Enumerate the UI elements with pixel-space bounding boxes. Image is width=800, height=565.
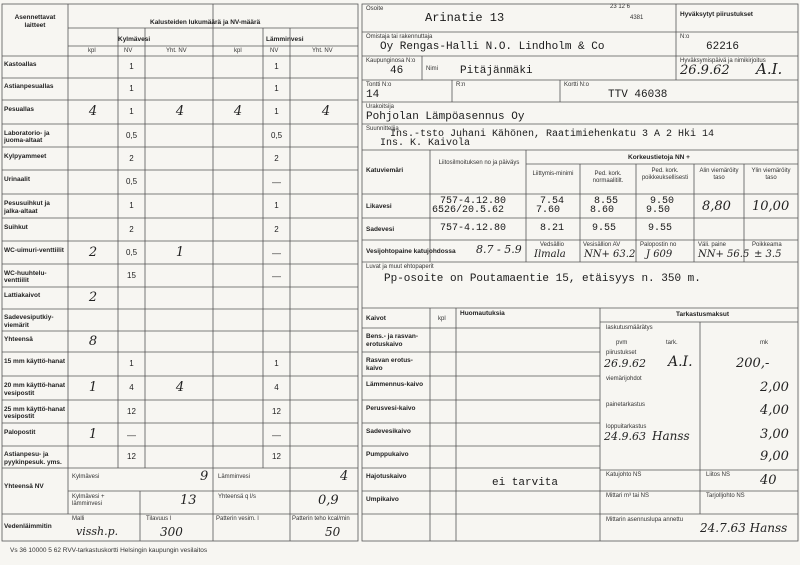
pressure-label: Vesijohtopaine katujohdossa bbox=[366, 248, 456, 255]
totals-hot-label: Lämminvesi bbox=[218, 474, 251, 480]
well-type: Perusvesi-kaivo bbox=[366, 405, 416, 412]
billing-label: laskutusmäärätys bbox=[606, 325, 653, 331]
cold-pcs: 8 bbox=[88, 333, 98, 349]
hot-water-header: Lämminvesi bbox=[266, 36, 304, 43]
totals-cold-label: Kylmävesi bbox=[72, 474, 100, 480]
cold-pcs: 1 bbox=[88, 380, 98, 395]
fixture-name: Pesusuihkut ja jalka-altaat bbox=[4, 200, 50, 215]
hot-pcs: 4 bbox=[233, 104, 243, 119]
fixture-name: Palopostit bbox=[4, 428, 36, 436]
totals-coldhot-value: 13 bbox=[180, 493, 197, 508]
connection-ns-value: 40 bbox=[760, 473, 777, 488]
likavesi-conn2: 6526/20.5.62 bbox=[432, 205, 505, 216]
notes-header: Huomautuksia bbox=[460, 310, 505, 317]
drawings-label: piirustukset bbox=[606, 350, 637, 356]
likavesi-liitt1: 7.54 bbox=[540, 196, 565, 207]
fixture-name: Suihkut bbox=[4, 223, 28, 231]
fixture-name: Urinaalit bbox=[4, 176, 31, 183]
hot-nv: 12 bbox=[272, 406, 281, 416]
totals-hot-value: 4 bbox=[340, 469, 349, 484]
sadevesi-peck: 9.55 bbox=[648, 223, 673, 234]
cold-nv: 0,5 bbox=[125, 177, 138, 186]
fixture-name: 25 mm käyttö-hanat vesipostit bbox=[4, 405, 66, 421]
card-no-value: TTV 46038 bbox=[608, 89, 668, 101]
fixtures-header: Asennettavat laitteet bbox=[14, 14, 56, 29]
lv-nv-header: NV bbox=[270, 48, 279, 54]
permits-label: Luvat ja muut ehtopaperit bbox=[366, 264, 434, 270]
connection-header: Liitosilmoituksen no ja päiväys bbox=[438, 160, 520, 166]
heater-model-value: vissh.p. bbox=[76, 525, 119, 538]
cold-nv: 0,5 bbox=[125, 247, 138, 257]
well-type: Lämmennus-kaivo bbox=[366, 381, 424, 388]
owner-label: Omistaja tai rakennuttaja bbox=[366, 34, 433, 40]
fixture-name: Astianpesu- ja pyykinpesuk. yms. bbox=[4, 451, 62, 466]
ped2-header: Ped. kork. poikkeuksellisesti bbox=[641, 168, 689, 182]
approved-label: Hyväksytyt piirustukset bbox=[680, 11, 753, 18]
reservoir-label: Vedsällio bbox=[540, 242, 565, 248]
cold-pcs: 2 bbox=[88, 244, 98, 260]
contractor-label: Urakoitsija bbox=[366, 104, 395, 110]
sewer-lines-label: viemärijohdot bbox=[606, 376, 642, 382]
likavesi-liitt2: 7.60 bbox=[536, 205, 561, 216]
totals-cold-value: 9 bbox=[200, 469, 209, 484]
fixture-name: Pesuallas bbox=[4, 106, 34, 113]
hot-nv: 0,5 bbox=[270, 130, 283, 140]
reservoir-value: Ilmala bbox=[534, 249, 566, 260]
hot-nv: — bbox=[272, 429, 281, 440]
cold-nv: 1 bbox=[129, 107, 134, 116]
hot-nv: 12 bbox=[272, 452, 281, 461]
totals-label: Yhteensä NV bbox=[4, 483, 44, 490]
final-inspection-label: loppuitarkastus bbox=[606, 424, 647, 430]
street-line-label: Katujohto NS bbox=[606, 472, 642, 478]
district-value: 46 bbox=[390, 65, 404, 77]
contractor-value: Pohjolan Lämpöasennus Oy bbox=[366, 111, 525, 123]
kv-pcs-header: kpl bbox=[88, 48, 96, 54]
ped-header: Ped. kork. normaalitilt. bbox=[592, 171, 624, 185]
address-label: Osoite bbox=[366, 6, 384, 12]
plot-value: 14 bbox=[366, 89, 380, 101]
cold-nv: 15 bbox=[127, 270, 136, 280]
fixture-name: Laboratorio- ja juoma-altaat bbox=[4, 129, 50, 145]
fixture-name: 20 mm käyttö-hanat vesipostit bbox=[4, 382, 66, 397]
final-inspection-date: 24.9.63 bbox=[604, 430, 646, 443]
fixture-name: WC-huuhtelu-venttiilit bbox=[4, 269, 47, 285]
likavesi-ped1: 8.55 bbox=[594, 196, 619, 207]
cold-total: 1 bbox=[175, 244, 185, 260]
well-type: Hajotuskaivo bbox=[366, 473, 407, 480]
cold-nv: 2 bbox=[129, 153, 134, 163]
cold-total: 4 bbox=[175, 380, 185, 395]
well-type: Sadevesikaivo bbox=[366, 428, 411, 435]
wells-pcs-header: kpl bbox=[438, 316, 446, 322]
cold-nv: 4 bbox=[129, 383, 134, 392]
likavesi-label: Likavesi bbox=[366, 203, 392, 210]
inspector-label: tark. bbox=[666, 340, 678, 346]
final-inspection-signature: Hanss bbox=[652, 429, 690, 443]
likavesi-ylin: 10,00 bbox=[752, 199, 790, 214]
heater-volume-value: 300 bbox=[160, 525, 183, 539]
approval-date: 26.9.62 bbox=[680, 63, 730, 78]
rno-label: R:n bbox=[456, 82, 466, 88]
name-label: Nimi bbox=[426, 66, 438, 72]
ylin-header: Ylin viemäröity taso bbox=[751, 168, 791, 182]
fixture-name: Kastoallas bbox=[4, 61, 37, 68]
fixture-name: Astianpesuallas bbox=[4, 83, 54, 90]
fixture-name: Lattiakaivot bbox=[4, 292, 41, 299]
hot-nv: — bbox=[272, 177, 281, 187]
cold-pcs: 2 bbox=[88, 290, 98, 305]
address-value: Arinatie 13 bbox=[425, 11, 505, 25]
cold-water-header: Kylmävesi bbox=[118, 36, 151, 43]
reservoir-av-label: Vesisällion AV bbox=[583, 242, 621, 248]
reservoir-av-value: NN+ 63.2 bbox=[584, 249, 636, 260]
heater-power-value: 50 bbox=[325, 525, 341, 539]
fees-total: 9,00 bbox=[760, 449, 789, 464]
well-type: Umpikaivo bbox=[366, 496, 399, 503]
owner-value: Oy Rengas-Halli N.O. Lindholm & Co bbox=[380, 41, 605, 53]
cold-nv: 1 bbox=[129, 84, 134, 93]
approval-signature: A.I. bbox=[756, 60, 783, 78]
supply-line-label: Tarjolljohto NS bbox=[706, 493, 745, 499]
cold-nv: 1 bbox=[129, 62, 134, 71]
footer-text: Vs 36 10000 5 62 RVV-tarkastuskortti Helsingin kaupungin vesilaitos bbox=[10, 547, 208, 554]
fixture-name: Yhteensä bbox=[4, 335, 33, 343]
stamp-number: 4381 bbox=[630, 15, 644, 21]
heater-power-label: Patterin teho kcal/min bbox=[292, 516, 350, 522]
mid-pressure-value: NN+ 56.5 bbox=[698, 249, 750, 260]
card-no-label: Kortti N:o bbox=[564, 82, 590, 88]
no-value: 62216 bbox=[706, 41, 740, 53]
cold-nv: 12 bbox=[127, 452, 136, 461]
fixture-name: 15 mm käyttö-hanat bbox=[4, 358, 66, 365]
drawings-fee: 200,- bbox=[736, 356, 770, 371]
hot-nv: — bbox=[272, 247, 281, 258]
totals-coldhot-label: Kylmävesi + lämminvesi bbox=[72, 494, 105, 508]
hot-nv: — bbox=[272, 270, 281, 281]
final-inspection-fee: 3,00 bbox=[760, 427, 789, 442]
sadevesi-ped: 9.55 bbox=[592, 223, 617, 234]
sewer-header: Katuviemäri bbox=[366, 167, 404, 174]
likavesi-alin: 8,80 bbox=[702, 199, 731, 214]
cold-pcs: 1 bbox=[88, 426, 98, 442]
likavesi-ped2: 8.60 bbox=[590, 205, 615, 216]
heater-volume-label: Tilavuus l bbox=[146, 516, 172, 522]
cold-pcs: 4 bbox=[88, 104, 98, 119]
notes-value: ei tarvita bbox=[492, 477, 559, 489]
mid-pressure-label: Väli. paine bbox=[698, 242, 727, 248]
kv-total-header: Yht. NV bbox=[166, 48, 187, 54]
fees-header: Tarkastusmaksut bbox=[676, 311, 729, 318]
hot-nv: 2 bbox=[274, 153, 279, 163]
heater-model-label: Malli bbox=[72, 516, 85, 522]
cold-nv: 12 bbox=[127, 406, 136, 416]
hot-nv: 1 bbox=[274, 201, 279, 210]
likavesi-peck1: 9.50 bbox=[650, 196, 675, 207]
lv-total-header: Yht. NV bbox=[312, 48, 333, 54]
levels-header: Korkeustietoja NN + bbox=[628, 154, 690, 161]
hot-nv: 1 bbox=[274, 62, 279, 71]
designer-value: Ins.-tsto Juhani Kähönen, Raatimiehenkatu 3 A 2 Hki 14 bbox=[390, 129, 715, 140]
plot-label: Tontti N:o bbox=[366, 82, 392, 88]
cold-nv: 2 bbox=[129, 224, 134, 234]
hot-nv: 1 bbox=[274, 359, 279, 368]
connection-ns-label: Liitos NS bbox=[706, 472, 731, 478]
stamp-top: 23 12 6 bbox=[610, 4, 631, 10]
well-type: Bens.- ja rasvan-erotuskaivo bbox=[366, 333, 419, 348]
meter-label: Mittari m³ tai NS bbox=[606, 493, 650, 499]
fixture-name: WC-uimuri-venttiilit bbox=[4, 246, 64, 254]
likavesi-conn1: 757-4.12.80 bbox=[440, 196, 507, 207]
mk-label: mk bbox=[760, 340, 768, 346]
designer-label: Suunnittelija bbox=[366, 126, 399, 132]
pressure-test-label: painetarkastus bbox=[606, 402, 646, 408]
counts-header: Kalusteiden lukumäärä ja NV-määrä bbox=[150, 19, 261, 26]
sadevesi-liitt: 8.21 bbox=[540, 223, 565, 234]
cold-nv: — bbox=[127, 429, 136, 440]
pressure-value: 8.7 - 5.9 bbox=[476, 243, 522, 256]
well-type: Pumppukaivo bbox=[366, 451, 409, 458]
deviation-value: ± 3.5 bbox=[754, 249, 782, 260]
permits-value: Pp-osoite on Poutamaentie 15, etäisyys n. 350 m. bbox=[384, 273, 701, 285]
totals-q-label: Yhteensä q l/s bbox=[218, 494, 257, 500]
sadevesi-conn: 757-4.12.80 bbox=[440, 223, 507, 234]
lv-pcs-header: kpl bbox=[234, 48, 242, 54]
heater-coil-label: Patterin vesim. l bbox=[216, 516, 259, 522]
meter-permit-label: Mittarin asennuslupa annettu bbox=[606, 517, 684, 523]
hydrant-value: J 609 bbox=[646, 249, 673, 260]
hot-nv: 1 bbox=[274, 107, 279, 116]
cold-nv: 1 bbox=[129, 359, 134, 368]
designer-extra: Ins. K. Kaivola bbox=[380, 138, 471, 149]
drawings-date: 26.9.62 bbox=[604, 357, 646, 370]
fixture-name: Sadevesiputkiy-viemärit bbox=[4, 314, 54, 329]
hydrant-label: Palopostin no bbox=[640, 242, 677, 248]
hot-total: 4 bbox=[321, 104, 331, 119]
district-label: Kaupunginosa N:o bbox=[366, 58, 416, 64]
well-type: Rasvan erotus-kaivo bbox=[366, 357, 413, 372]
wells-header: Kaivot bbox=[366, 315, 386, 322]
liittymis-header: Liittymis-minimi bbox=[532, 171, 574, 177]
cold-nv: 1 bbox=[129, 201, 134, 210]
hot-nv: 2 bbox=[274, 224, 279, 234]
heater-label: Vedenläimmitin bbox=[4, 523, 52, 530]
date-label: pvm bbox=[616, 340, 628, 346]
pressure-test-fee: 4,00 bbox=[760, 403, 789, 418]
drawings-signature: A.I. bbox=[668, 354, 693, 370]
deviation-label: Poikkeama bbox=[752, 242, 782, 248]
totals-q-value: 0,9 bbox=[318, 493, 339, 508]
name-value: Pitäjänmäki bbox=[460, 65, 533, 77]
meter-permit-value: 24.7.63 Hanss bbox=[700, 521, 788, 535]
sadevesi-label: Sadevesi bbox=[366, 226, 395, 233]
alin-header: Alin viemäröity taso bbox=[699, 168, 739, 182]
fixture-name: Kylpyammeet bbox=[4, 152, 47, 160]
likavesi-peck2: 9.50 bbox=[646, 205, 671, 216]
hot-nv: 1 bbox=[274, 84, 279, 93]
sewer-lines-fee: 2,00 bbox=[760, 380, 789, 395]
approval-date-label: Hyväksymispäivä ja nimikirjoitus bbox=[680, 58, 766, 64]
cold-nv: 0,5 bbox=[125, 130, 138, 140]
kv-nv-header: NV bbox=[124, 48, 133, 54]
no-label: N:o bbox=[680, 34, 690, 40]
cold-total: 4 bbox=[175, 104, 185, 119]
hot-nv: 4 bbox=[274, 383, 279, 392]
